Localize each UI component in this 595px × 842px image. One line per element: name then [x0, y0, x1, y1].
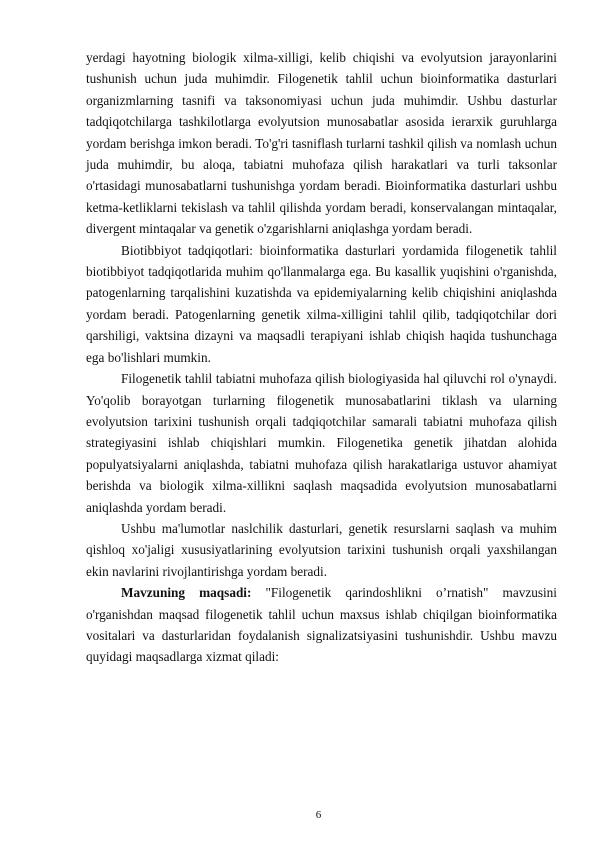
goal-text: "Filogenetik qarindoshlikni o’rnatish" mavzusini o'rganishdan maqsad filogenetik tahlil uchun maxsus ishlab chiqilgan bioinformatika vositalari va dasturlaridan foydalanish signalizatsiyasini tushunishdir. Ushbu mavzu quyidagi maqsadlarga xizmat qiladi:	[86, 585, 557, 665]
paragraph-conservation: Filogenetik tahlil tabiatni muhofaza qilish biologiyasida hal qiluvchi rol o'ynaydi. Yo'qolib borayotgan turlarning filogenetik munosabatlarini tiklash va ularning evolyutsion tarixini tushunish orqali tadqiqotchilar samarali tabiatni muhofaza qilish strategiyasini ishlab chiqishlari mumkin. Filogenetika genetik jihatdan alohida populyatsiyalarni aniqlashda, tabiatni muhofaza qilish harakatlariga ustuvor ahamiyat berishda va biologik xilma-xillikni saqlash maqsadida evolyutsion munosabatlarni aniqlashda yordam beradi.	[86, 371, 557, 515]
page-number: 6	[315, 809, 322, 821]
goal-label: Mavzuning maqsadi:	[121, 585, 252, 601]
paragraph-biomedical: Biotibbiyot tadqiqotlari: bioinformatika dasturlari yordamida filogenetik tahlil biotibbiyot tadqiqotlarida muhim qo'llanmalarga ega. Bu kasallik yuqishini o'rganishda, patogenlarning tarqalishini kuzatishda va epidemiyalarning kelib chiqishini aniqlashda yordam beradi. Patogenlarning genetik xilma-xilligini tahlil qilib, tadqiqotchilar dori qarshiligi, vaktsina dizayni va maqsadli terapiyani ishlab chiqish haqida tushunchaga ega bo'lishlari mumkin.	[86, 242, 557, 365]
paragraph-continuation: yerdagi hayotning biologik xilma-xilligi, kelib chiqishi va evolyutsion jarayonlarini tushunish uchun juda muhimdir. Filogenetik tahlil uchun bioinformatika dasturlari organizmlarning tasnifi va taksonomiyasi uchun juda muhimdir. Ushbu dasturlar tadqiqotchilarga tashkilotlarga evolyutsion munosabatlar asosida ierarxik guruhlarga yordam berishga imkon beradi. To'g'ri tasniflash turlarni tashkil qilish va nomlash uchun juda muhimdir, bu aloqa, tabiatni muhofaza qilish harakatlari va turli taksonlar o'rtasidagi munosabatlarni tushunishga yordam beradi. Bioinformatika dasturlari ushbu ketma-ketliklarni tekislash va tahlil qilishda yordam beradi, konservalangan mintaqalar, divergent mintaqalar va genetik o'zgarishlarni aniqlashga yordam beradi.	[86, 50, 557, 237]
paragraph-goal	[86, 582, 557, 668]
paragraph-agriculture: Ushbu ma'lumotlar naslchilik dasturlari, genetik resurslarni saqlash va muhim qishloq xo'jaligi xususiyatlarining evolyutsion tarixini tushunish orqali yaxshilangan ekin navlarini rivojlantirishga yordam beradi.	[86, 520, 557, 579]
body-text	[86, 47, 557, 668]
